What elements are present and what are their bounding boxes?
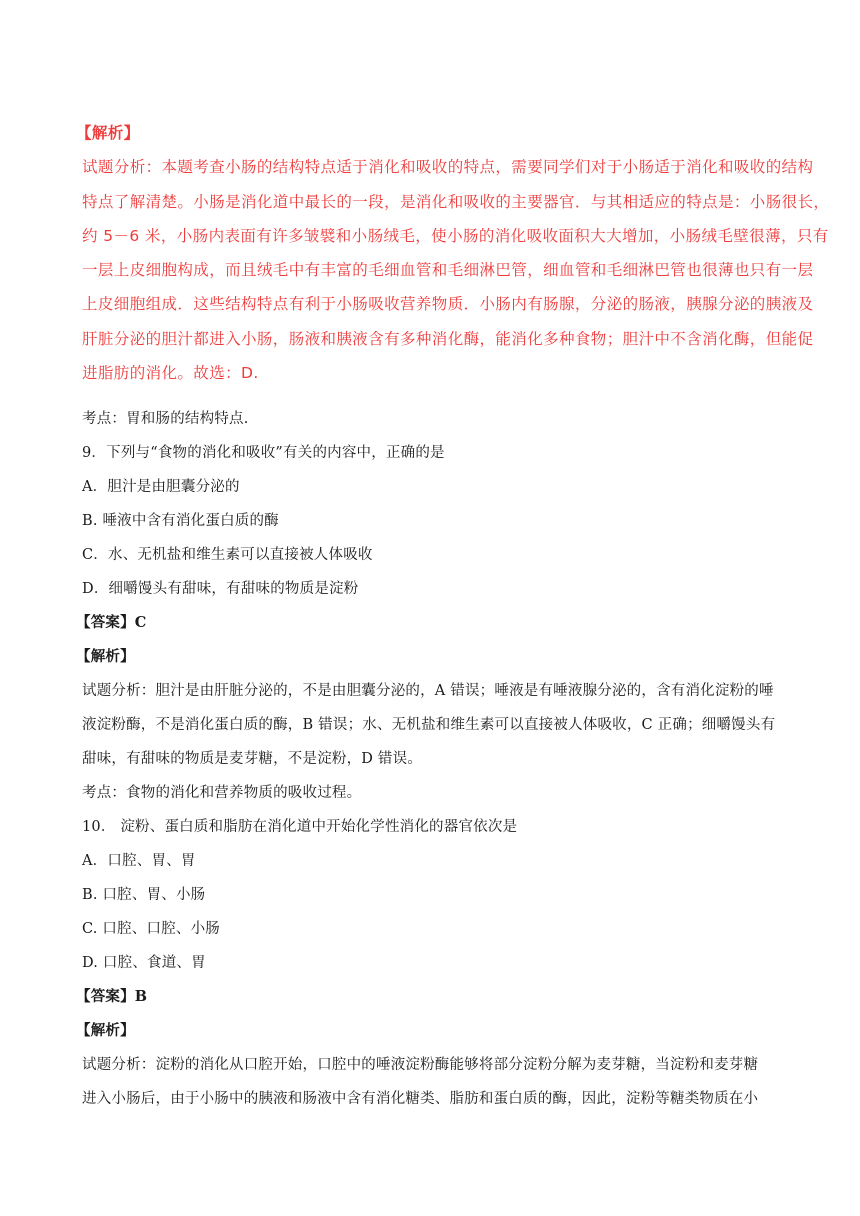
body-text-line: 试题分析：胆汁是由肝脏分泌的，不是由胆囊分泌的，A 错误；唾液是有唾液腺分泌的，含有消化淀粉的唾 (82, 683, 774, 700)
analysis-line: 肝脏分泌的胆汁都进入小肠，肠液和胰液含有多种消化酶，能消化多种食物；胆汁中不含消化酶，但能促 (82, 329, 814, 348)
answer-option: B. 口腔、胃、小肠 (82, 887, 206, 904)
section-header: 【解析】 (76, 648, 135, 666)
analysis-line: 约 5－6 米，小肠内表面有许多皱襞和小肠绒毛，使小肠的消化吸收面积大大增加，小肠绒毛壁很薄，只有 (82, 226, 829, 245)
main-text-block (76, 402, 794, 1116)
analysis-line: 试题分析：本题考查小肠的结构特点适于消化和吸收的特点，需要同学们对于小肠适于消化和吸收的结构 (82, 158, 814, 177)
answer-option: A．胆汁是由胆囊分泌的 (82, 479, 240, 496)
analysis-header: 【解析】 (76, 124, 140, 142)
analysis-line: 上皮细胞组成．这些结构特点有利于小肠吸收营养物质．小肠内有肠腺，分泌的肠液，胰腺分泌的胰液及 (82, 295, 814, 314)
answer-option: D．细嚼馒头有甜味，有甜味的物质是淀粉 (82, 581, 359, 598)
analysis-line: 进脂肪的消化。故选：D. (82, 364, 259, 383)
body-text-line: 进入小肠后，由于小肠中的胰液和肠液中含有消化糖类、脂肪和蛋白质的酶，因此，淀粉等糖类物质在小 (82, 1091, 759, 1108)
section-header: 【解析】 (76, 1022, 135, 1040)
analysis-line: 特点了解清楚。小肠是消化道中最长的一段，是消化和吸收的主要器官．与其相适应的特点是：小肠很长， (82, 192, 830, 211)
question-stem: 10． 淀粉、蛋白质和脂肪在消化道中开始化学性消化的器官依次是 (82, 819, 518, 836)
answer-option: D. 口腔、食道、胃 (82, 955, 206, 972)
answer-option: B. 唾液中含有消化蛋白质的酶 (82, 513, 279, 530)
body-text-line: 试题分析：淀粉的消化从口腔开始，口腔中的唾液淀粉酶能够将部分淀粉分解为麦芽糖，当淀粉和麦芽糖 (82, 1057, 759, 1074)
section-header: 【答案】C (76, 614, 147, 632)
answer-option: A．口腔、胃、胃 (82, 853, 196, 870)
analysis-block-red (76, 116, 830, 390)
answer-option: C. 口腔、口腔、小肠 (82, 921, 220, 938)
analysis-line: 一层上皮细胞构成，而且绒毛中有丰富的毛细血管和毛细淋巴管，细血管和毛细淋巴管也很薄也只有一层 (82, 261, 814, 280)
key-point-line: 考点：食物的消化和营养物质的吸收过程。 (82, 785, 362, 802)
body-text-line: 甜味，有甜味的物质是麦芽糖，不是淀粉，D 错误。 (82, 751, 423, 768)
document-content (76, 116, 830, 1116)
body-text-line: 液淀粉酶，不是消化蛋白质的酶，B 错误；水、无机盐和维生素可以直接被人体吸收，C 正确；细嚼馒头有 (82, 717, 776, 734)
section-header: 【答案】B (76, 988, 148, 1006)
question-stem: 9．下列与“食物的消化和吸收”有关的内容中，正确的是 (82, 445, 445, 462)
key-point-line: 考点：胃和肠的结构特点. (82, 411, 249, 428)
answer-option: C．水、无机盐和维生素可以直接被人体吸收 (82, 547, 373, 564)
